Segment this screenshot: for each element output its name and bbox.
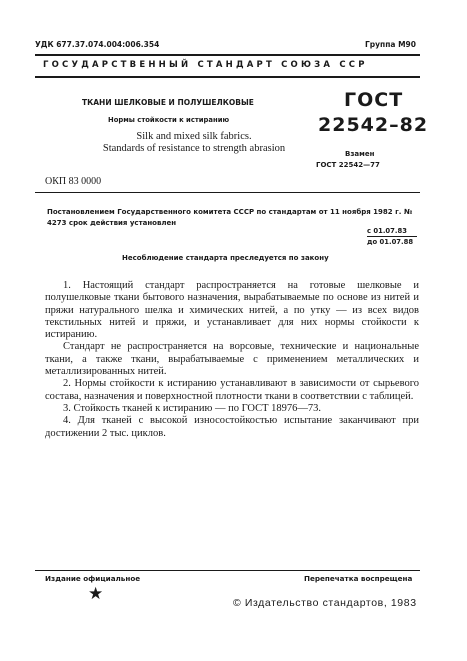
decree-text: Постановлением Государственного комитета СССР по стандартам от 11 ноября 1982 г. № 4273 срок действия установлен: [47, 208, 413, 227]
paragraph-5: 4. Для тканей с высокой износостойкостью испытание заканчивают при достижении 2 тыс. циклов.: [45, 415, 419, 439]
standard-banner: ГОСУДАРСТВЕННЫЙ СТАНДАРТ СОЮЗА ССР: [43, 60, 368, 70]
okp-rule: [35, 192, 420, 193]
footer-rule: [35, 570, 420, 571]
udk-code: УДК 677.37.074.004:006.354: [35, 40, 160, 49]
gost-label: ГОСТ: [344, 89, 404, 111]
paragraph-3: 2. Нормы стойкости к истиранию устанавливают в зависимости от сырьевого состава, назначения и поверхностной плотности ткани в соответствии с таблицей.: [45, 378, 419, 402]
title-en-line2: Standards of resistance to strength abrasion: [102, 143, 286, 154]
title-en: [60, 131, 328, 155]
reprint-notice: Перепечатка воспрещена: [304, 574, 413, 583]
date-divider: [367, 236, 417, 237]
gost-number: 22542–82: [318, 114, 429, 136]
paragraph-2: Стандарт не распространяется на ворсовые, технические и национальные ткани, а также ткани, вырабатываемые с применением металлических и металлизированных нитей.: [45, 341, 419, 378]
title-ru-main: ТКАНИ ШЕЛКОВЫЕ И ПОЛУШЕЛКОВЫЕ: [82, 98, 254, 107]
star-icon: ★: [88, 584, 104, 603]
violation-notice: Несоблюдение стандарта преследуется по закону: [122, 254, 329, 262]
group-code: Группа М90: [365, 40, 416, 49]
title-ru-sub: Нормы стойкости к истиранию: [108, 116, 230, 124]
banner-rule: [35, 76, 420, 78]
body-text: [45, 280, 419, 440]
title-en-line1: Silk and mixed silk fabrics.: [136, 131, 252, 142]
date-to: до 01.07.88: [367, 238, 414, 246]
top-rule: [35, 54, 420, 56]
copyright: © Издательство стандартов, 1983: [233, 597, 417, 609]
edition-label: Издание официальное: [45, 574, 141, 583]
okp-code: ОКП 83 0000: [45, 176, 102, 187]
paragraph-4: 3. Стойкость тканей к истиранию — по ГОСТ 18976—73.: [63, 402, 322, 414]
instead-label: Взамен: [345, 150, 375, 158]
instead-value: ГОСТ 22542—77: [316, 161, 380, 169]
paragraph-1: 1. Настоящий стандарт распространяется на готовые шелковые и полушелковые ткани бытового назначения, вырабатываемые по основе из нитей и пряжи натурального шелка и химических нитей, а по утку — из всех видов текстильных нитей и пряжи, и устанавливает для них нормы стойкости к истиранию.: [45, 280, 419, 341]
date-from: с 01.07.83: [367, 227, 407, 235]
